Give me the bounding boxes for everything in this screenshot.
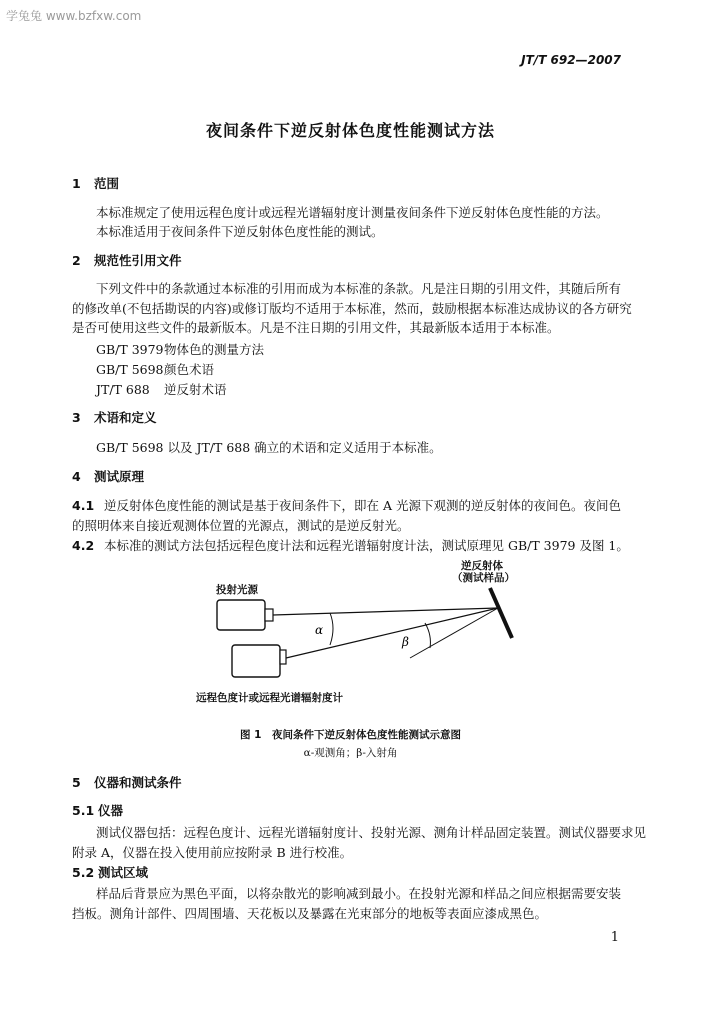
retroreflector-label-line-1: 逆反射体	[461, 560, 503, 572]
clause-title: 仪器	[98, 803, 124, 818]
clause-5-2-line-2: 挡板。测角计部件、四周围墙、天花板以及暴露在光束部分的地板等表面应漆成黑色。	[72, 906, 548, 921]
watermark: 学兔兔 www.bzfxw.com	[6, 9, 142, 23]
reference-name: 颜色术语	[164, 362, 215, 377]
instrument-lens	[280, 650, 286, 664]
document-title: 夜间条件下逆反射体色度性能测试方法	[205, 121, 495, 140]
section-title: 仪器和测试条件	[94, 775, 182, 790]
instrument-box	[232, 645, 280, 677]
retroreflector-label-line-2: （测试样品）	[452, 572, 515, 584]
section-2-line-2: 的修改单(不包括勘误的内容)或修订版均不适用于本标准，然而，鼓励根据本标准达成协议的各方研究	[72, 301, 632, 316]
reference-name: 物体色的测量方法	[164, 342, 265, 357]
light-source-lens	[265, 609, 273, 621]
clause-text: 逆反射体色度性能的测试是基于夜间条件下，即在 A 光源下观测的逆反射体的夜间色。夜间色	[104, 498, 621, 513]
alpha-arc	[330, 613, 333, 645]
clause-4-1-line-2: 的照明体来自接近观测体位置的光源点，测试的是逆反射光。	[72, 518, 410, 533]
beta-symbol: β	[402, 635, 409, 649]
standard-number: JT/T 692—2007	[521, 53, 621, 67]
section-title: 规范性引用文件	[94, 253, 182, 268]
section-3-line-1: GB/T 5698 以及 JT/T 688 确立的术语和定义适用于本标准。	[96, 440, 442, 455]
clause-5-2-heading	[72, 863, 148, 881]
reference-code: JT/T 688	[96, 382, 150, 397]
section-1-line-2: 本标准适用于夜间条件下逆反射体色度性能的测试。	[96, 224, 384, 239]
section-number: 2	[72, 253, 81, 268]
reference-name: 逆反射术语	[164, 382, 227, 397]
section-title: 测试原理	[94, 469, 145, 484]
section-title: 范围	[94, 176, 120, 191]
clause-text: 本标准的测试方法包括远程色度计法和远程光谱辐射度计法，测试原理见 GB/T 3979 及图 1。	[104, 538, 629, 553]
retroreflector-panel	[490, 588, 512, 638]
reference-item	[96, 340, 264, 358]
section-2-heading	[72, 251, 182, 269]
alpha-symbol: α	[315, 623, 324, 637]
clause-number: 5.2	[72, 865, 95, 880]
beta-arc	[425, 623, 430, 648]
section-number: 5	[72, 775, 81, 790]
light-source-box	[217, 600, 265, 630]
sample-normal-line	[410, 608, 498, 658]
clause-5-2-line-1: 样品后背景应为黑色平面，以将杂散光的影响减到最小。在投射光源和样品之间应根据需要安装	[96, 886, 622, 901]
clause-number: 4.1	[72, 498, 95, 513]
illumination-beam	[273, 608, 498, 615]
clause-number: 5.1	[72, 803, 95, 818]
section-5-heading	[72, 773, 182, 791]
section-2-line-3: 是否可使用这些文件的最新版本。凡是不注日期的引用文件，其最新版本适用于本标准。	[72, 320, 560, 335]
clause-number: 4.2	[72, 538, 95, 553]
page-number: 1	[610, 930, 619, 945]
clause-5-1-line-1: 测试仪器包括：远程色度计、远程光谱辐射度计、投射光源、测角计样品固定装置。测试仪器要求见	[96, 825, 647, 840]
clause-title: 测试区域	[98, 865, 149, 880]
section-number: 4	[72, 469, 81, 484]
figure-caption: 图 1 夜间条件下逆反射体色度性能测试示意图	[240, 729, 461, 741]
section-2-line-1: 下列文件中的条款通过本标准的引用而成为本标准的条款。凡是注日期的引用文件，其随后所有	[96, 281, 622, 296]
section-1-line-1: 本标准规定了使用远程色度计或远程光谱辐射度计测量夜间条件下逆反射体色度性能的方法。	[96, 205, 609, 220]
light-source-label: 投射光源	[216, 584, 258, 596]
reference-code: GB/T 3979	[96, 342, 164, 357]
figure-note: α-观测角；β-入射角	[303, 747, 398, 759]
section-1-heading	[72, 174, 119, 192]
clause-5-1-heading	[72, 801, 123, 819]
reference-code: GB/T 5698	[96, 362, 164, 377]
section-number: 3	[72, 410, 81, 425]
section-title: 术语和定义	[94, 410, 157, 425]
instrument-label: 远程色度计或远程光谱辐射度计	[196, 692, 343, 704]
section-4-heading	[72, 467, 144, 485]
section-number: 1	[72, 176, 81, 191]
section-3-heading	[72, 408, 157, 426]
clause-4-1-line-1	[72, 496, 621, 514]
reference-item	[96, 380, 227, 398]
clause-5-1-line-2: 附录 A，仪器在投入使用前应按附录 B 进行校准。	[72, 845, 353, 860]
reference-item	[96, 360, 214, 378]
